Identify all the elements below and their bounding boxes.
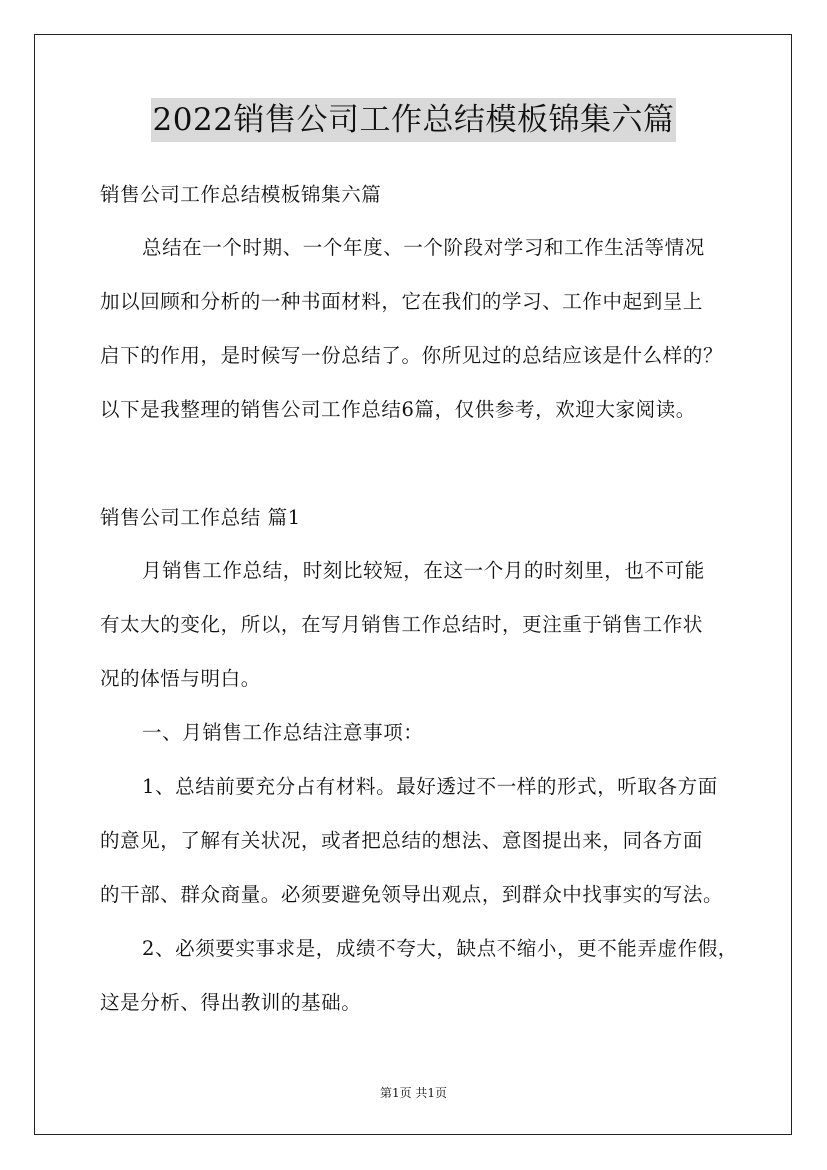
item1-line-1: 1、总结前要充分占有材料。最好透过不一样的形式，听取各方面 [142, 775, 718, 798]
section-heading: 销售公司工作总结 篇1 [100, 506, 301, 529]
paragraph-line-3: 况的体悟与明白。 [100, 667, 261, 690]
intro-line-4: 以下是我整理的销售公司工作总结6篇，仅供参考，欢迎大家阅读。 [100, 398, 696, 421]
paragraph-line-2: 有太大的变化，所以，在写月销售工作总结时，更注重于销售工作状 [100, 613, 704, 636]
paragraph-line-1: 月销售工作总结，时刻比较短，在这一个月的时刻里，也不可能 [142, 559, 705, 582]
page-footer: 第1页 共1页 [379, 1086, 448, 1100]
intro-line-1: 总结在一个时期、一个年度、一个阶段对学习和工作生活等情况 [142, 236, 705, 259]
item2-line-2: 这是分析、得出教训的基础。 [100, 991, 362, 1014]
item2-line-1: 2、必须要实事求是，成绩不夸大，缺点不缩小，更不能弄虚作假， [142, 937, 738, 960]
item1-line-2: 的意见，了解有关状况，或者把总结的想法、意图提出来，同各方面 [100, 829, 704, 852]
document-subtitle: 销售公司工作总结模板锦集六篇 [100, 183, 382, 206]
item1-line-3: 的干部、群众商量。必须要避免领导出观点，到群众中找事实的写法。 [100, 883, 724, 906]
intro-line-2: 加以回顾和分析的一种书面材料，它在我们的学习、工作中起到呈上 [100, 290, 704, 313]
document-title-text: 2022销售公司工作总结模板锦集六篇 [151, 98, 677, 142]
item-heading: 一、月销售工作总结注意事项： [142, 721, 424, 744]
document-title [0, 98, 827, 142]
intro-line-3: 启下的作用，是时候写一份总结了。你所见过的总结应该是什么样的？ [100, 344, 724, 367]
